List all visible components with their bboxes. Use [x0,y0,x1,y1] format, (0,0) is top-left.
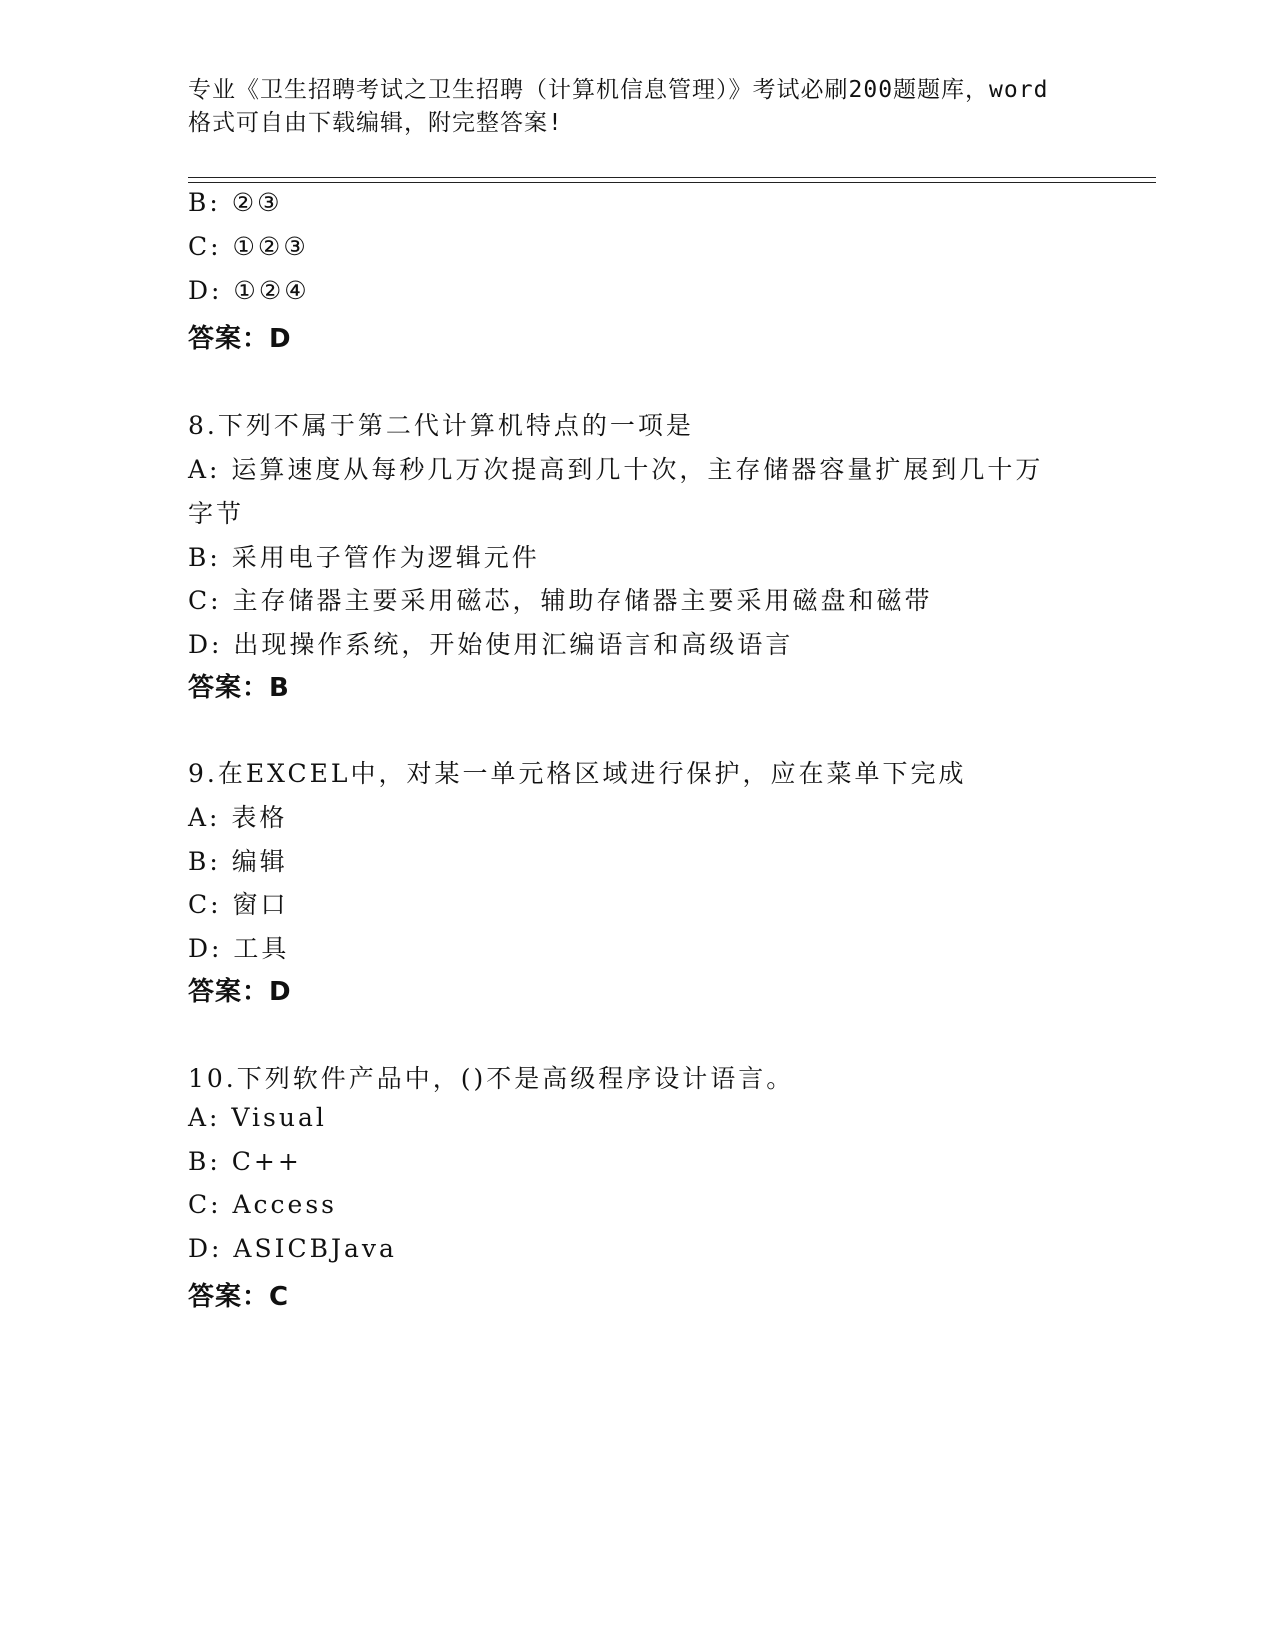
header-divider-top [188,177,1156,178]
answer-line: 答案：B [188,673,290,703]
option-a: A: 运算速度从每秒几万次提高到几十次，主存储器容量扩展到几十万 [188,455,1044,484]
document-header [188,74,1088,140]
option-a-continuation: 字节 [188,499,245,528]
option-c: C: Access [188,1190,338,1219]
option-d: D: ①②④ [188,276,310,305]
option-d: D: 出现操作系统，开始使用汇编语言和高级语言 [188,630,794,659]
answer-line: 答案：D [188,324,292,354]
option-d: D: ASICBJava [188,1234,397,1263]
option-a: A: 表格 [188,803,288,832]
option-b: B: C++ [188,1147,302,1176]
question-stem: 8.下列不属于第二代计算机特点的一项是 [188,411,694,440]
answer-line: 答案：C [188,1282,290,1312]
option-b: B: ②③ [188,188,283,217]
question-stem: 9.在EXCEL中，对某一单元格区域进行保护，应在菜单下完成 [188,759,967,788]
header-line-2: 格式可自由下载编辑，附完整答案! [188,110,563,136]
option-c: C: ①②③ [188,232,309,261]
header-divider-bottom [188,182,1156,183]
question-stem: 10.下列软件产品中，()不是高级程序设计语言。 [188,1064,795,1093]
answer-line: 答案：D [188,977,292,1007]
option-b: B: 编辑 [188,847,288,876]
option-c: C: 窗口 [188,890,289,919]
option-c: C: 主存储器主要采用磁芯，辅助存储器主要采用磁盘和磁带 [188,586,933,615]
option-b: B: 采用电子管作为逻辑元件 [188,543,540,572]
header-line-1: 专业《卫生招聘考试之卫生招聘（计算机信息管理）》考试必刷200题题库，word [188,77,1049,103]
option-d: D: 工具 [188,934,290,963]
option-a: A: Visual [188,1103,327,1132]
